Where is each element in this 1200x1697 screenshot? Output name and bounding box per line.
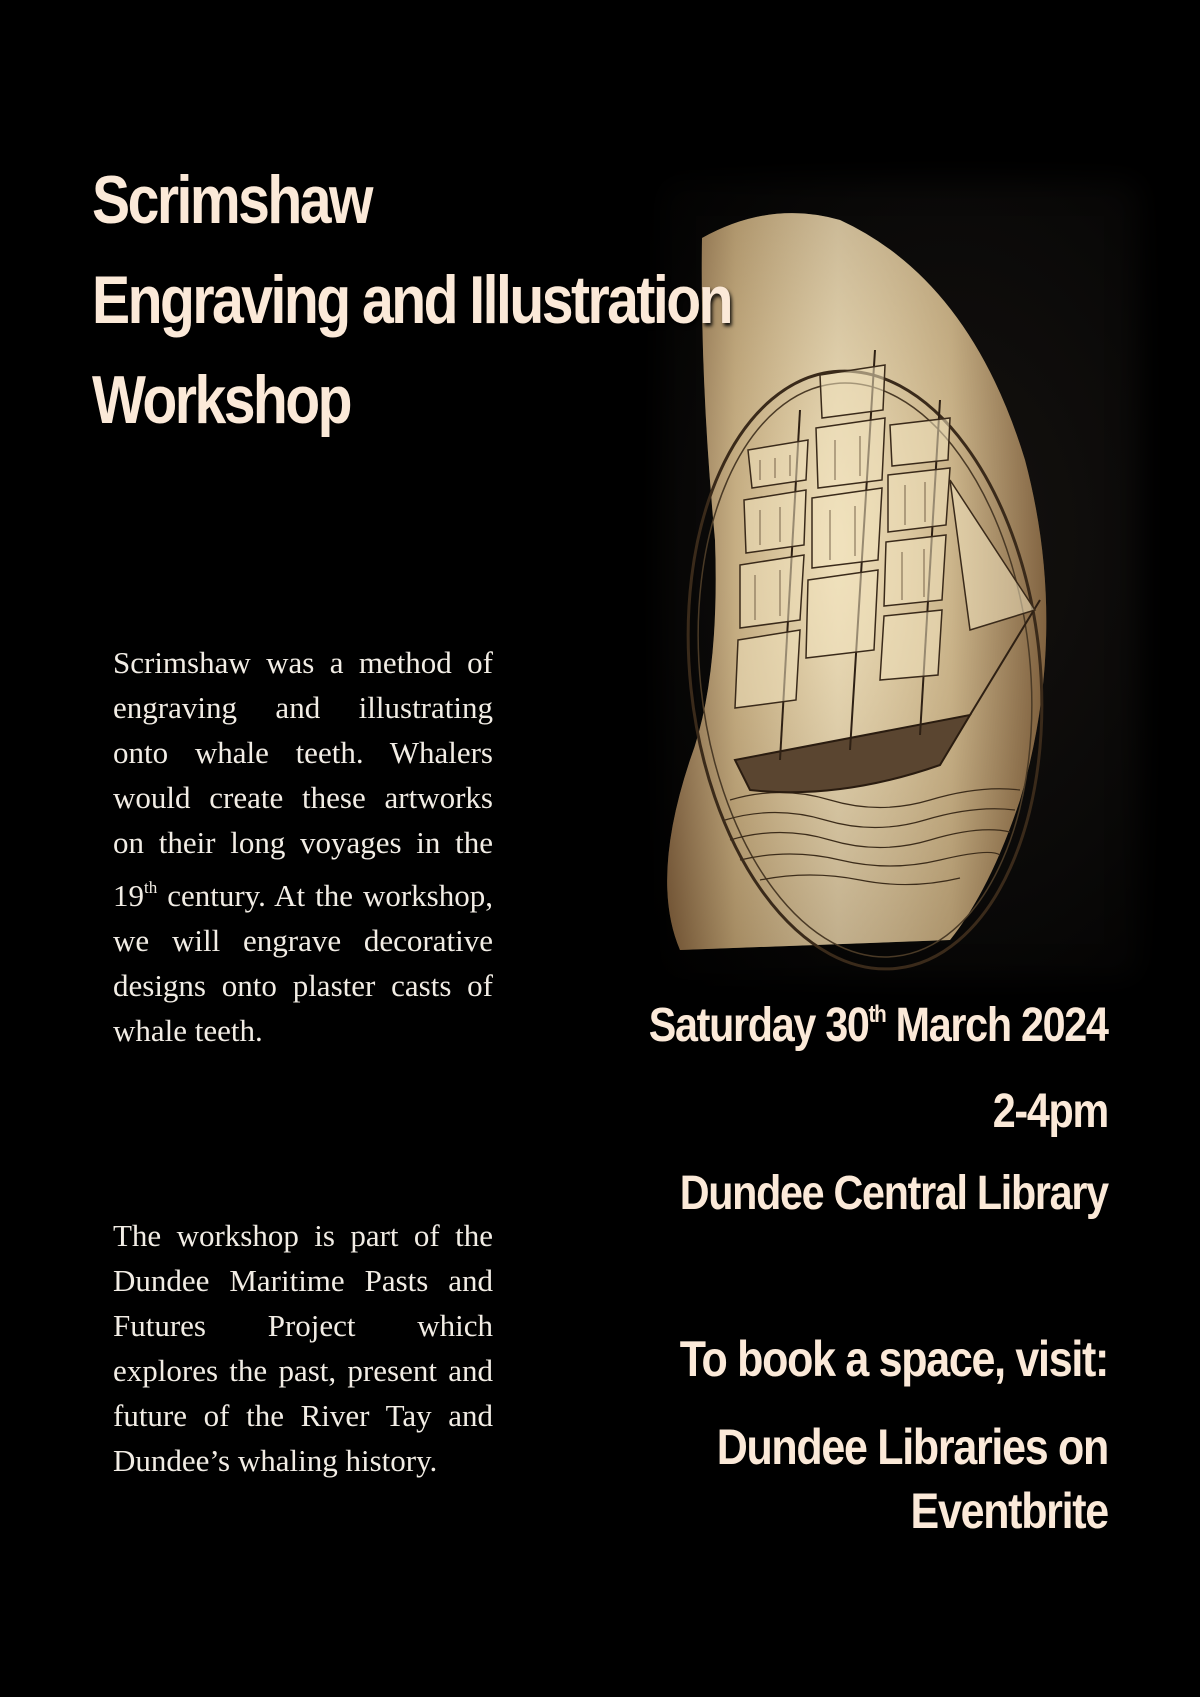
description-text-2: The workshop is part of the Dundee Maritime Pasts and Futures Project which explores the past, present and future of the River Tay and Dundee’s whaling history. <box>113 1218 493 1478</box>
poster-title <box>92 150 731 450</box>
title-line-3: Workshop <box>92 362 351 438</box>
description-text-1 <box>113 640 493 1053</box>
event-time: 2-4pm <box>992 1085 1108 1138</box>
booking-link-line-1[interactable]: Dundee Libraries on <box>716 1419 1108 1475</box>
description-paragraph-2 <box>113 1213 493 1483</box>
title-line-2: Engraving and Illustration <box>92 262 732 338</box>
description-text-1-b: century. At the workshop, we will engrave decorative designs onto plaster casts of whale teeth. <box>113 877 493 1048</box>
event-date-day: Saturday 30 <box>649 999 869 1052</box>
description-paragraph-1 <box>113 640 493 1053</box>
booking-link[interactable] <box>717 1415 1108 1543</box>
event-date-ordinal: th <box>868 1000 886 1028</box>
event-venue: Dundee Central Library <box>679 1167 1108 1220</box>
booking-link-line-2[interactable]: Eventbrite <box>910 1483 1108 1539</box>
event-date <box>649 998 1108 1053</box>
ordinal-suffix: th <box>144 878 158 897</box>
booking-prompt: To book a space, visit: <box>679 1331 1108 1387</box>
event-date-month-year: March 2024 <box>885 999 1108 1052</box>
title-line-1: Scrimshaw <box>92 162 371 238</box>
description-text-1-a: Scrimshaw was a method of engraving and illustrating onto whale teeth. Whalers would create these artworks on their long voyages in the 19 <box>113 645 493 913</box>
